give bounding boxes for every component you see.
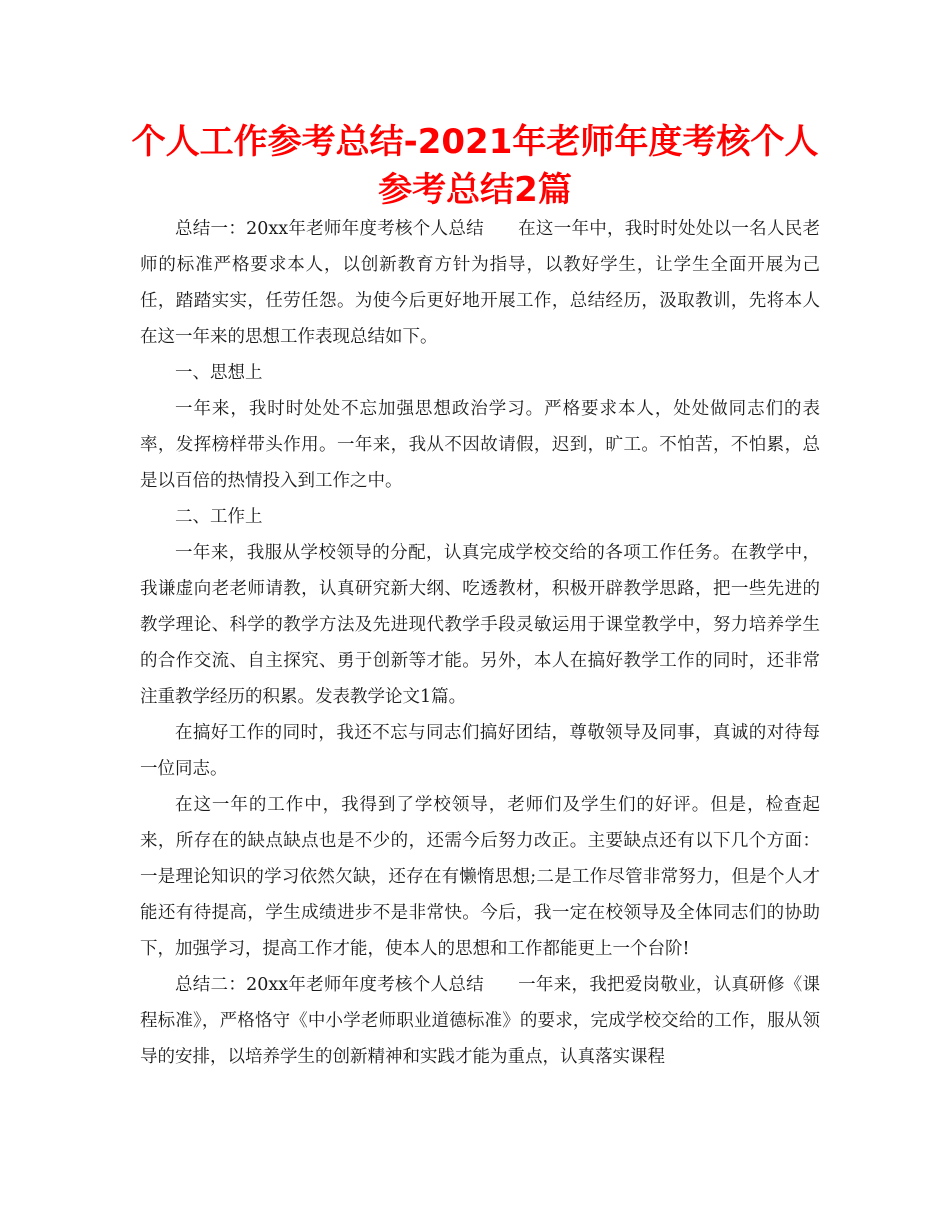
summary-one-text: 在这一年中，我时时处处以一名人民老师的标准严格要求本人，以创新教育方针为指导，以教好学生，让学生全面开展为己任，踏踏实实，任劳任怨。为使今后更好地开展工作，总结经历，汲取教训，先将本人在这一年来的思想工作表现总结如下。 [140, 219, 821, 347]
summary-two-text: 一年来，我把爱岗敬业，认真研修《课程标准》，严格恪守《中小学老师职业道德标准》的要求，完成学校交给的工作，服从领导的安排，以培养学生的创新精神和实践才能为重点，认真落实课程 [140, 975, 821, 1067]
summary-two-heading: 总结二：20xx年老师年度考核个人总结 [175, 975, 484, 995]
summary-one-heading: 总结一：20xx年老师年度考核个人总结 [175, 219, 484, 239]
section-heading-thought: 一、思想上 [175, 363, 263, 383]
paragraph-summary-one [140, 211, 820, 355]
paragraph-unity: 在搞好工作的同时，我还不忘与同志们搞好团结，尊敬领导及同事，真诚的对待每一位同志。 [140, 723, 820, 779]
paragraph-summary-two [140, 967, 820, 1075]
document-title: 个人工作参考总结-2021年老师年度考核个人参考总结2篇 [131, 122, 819, 210]
document-body [140, 211, 820, 1075]
paragraph-shortcomings: 在这一年的工作中，我得到了学校领导，老师们及学生们的好评。但是，检查起来，所存在的缺点缺点也是不少的，还需今后努力改正。主要缺点还有以下几个方面：一是理论知识的学习依然欠缺，还存在有懒惰思想;二是工作尽管非常努力，但是个人才能还有待提高，学生成绩进步不是非常快。今后，我一定在校领导及全体同志们的协助下，加强学习，提高工作才能，使本人的思想和工作都能更上一个台阶! [140, 795, 820, 959]
paragraph-thought: 一年来，我时时处处不忘加强思想政治学习。严格要求本人，处处做同志们的表率，发挥榜样带头作用。一年来，我从不因故请假，迟到，旷工。不怕苦，不怕累，总是以百倍的热情投入到工作之中。 [140, 399, 820, 491]
paragraph-work: 一年来，我服从学校领导的分配，认真完成学校交给的各项工作任务。在教学中，我谦虚向老老师请教，认真研究新大纲、吃透教材，积极开辟教学思路，把一些先进的教学理论、科学的教学方法及先进现代教学手段灵敏运用于课堂教学中，努力培养学生的合作交流、自主探究、勇于创新等才能。另外，本人在搞好教学工作的同时，还非常注重教学经历的积累。发表教学论文1篇。 [140, 543, 820, 707]
section-heading-work: 二、工作上 [175, 507, 263, 527]
